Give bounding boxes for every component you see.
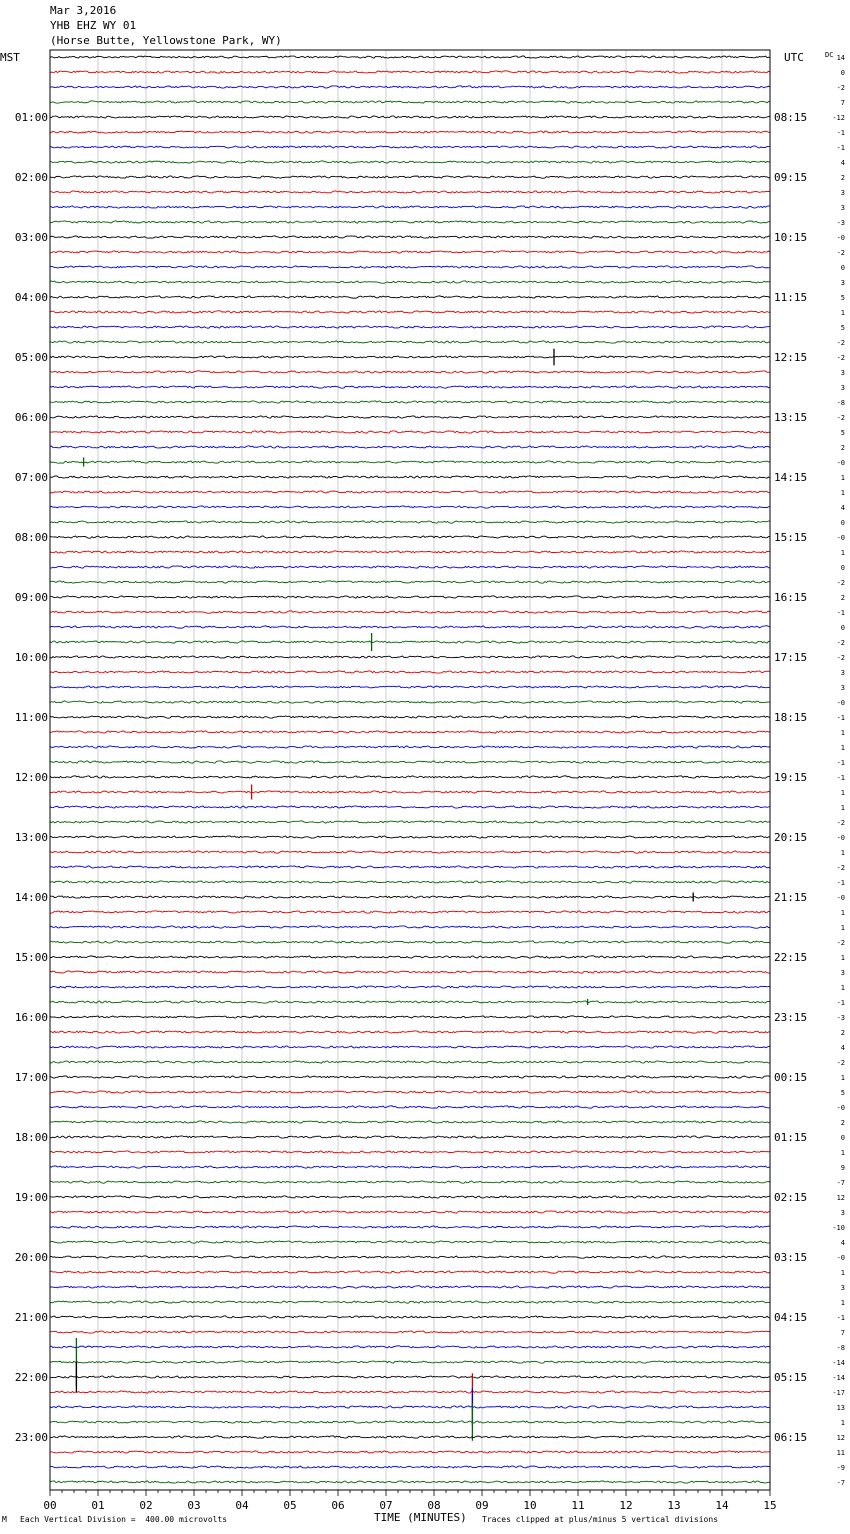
- right-axis-label: UTC: [784, 51, 804, 64]
- x-tick-label: 08: [427, 1499, 441, 1512]
- seismic-trace: [50, 1076, 770, 1078]
- dc-offset-label: 11: [836, 1449, 845, 1457]
- seismic-trace: [50, 1361, 770, 1363]
- dc-offset-label: 3: [840, 969, 845, 977]
- dc-offset-label: 12: [836, 1434, 845, 1442]
- seismic-trace: [50, 1451, 770, 1453]
- dc-offset-label: 5: [840, 294, 845, 302]
- mst-hour-label: 05:00: [14, 351, 48, 364]
- utc-hour-label: 09:15: [774, 171, 808, 184]
- seismic-trace: [50, 491, 770, 493]
- dc-offset-label: 3: [840, 204, 845, 212]
- seismic-trace: [50, 1481, 770, 1483]
- seismic-trace: [50, 1166, 770, 1168]
- dc-offset-label: 1: [840, 1149, 845, 1157]
- seismic-trace: [50, 911, 770, 913]
- plot-date: Mar 3,2016: [50, 4, 117, 17]
- seismic-trace: [50, 881, 770, 883]
- dc-offset-label: -0: [836, 534, 845, 542]
- seismic-trace: [50, 986, 770, 988]
- seismic-trace: [50, 626, 770, 628]
- utc-hour-label: 19:15: [774, 771, 808, 784]
- seismic-trace: [50, 971, 770, 973]
- dc-offset-label: -0: [836, 834, 845, 842]
- utc-hour-label: 21:15: [774, 891, 808, 904]
- utc-hour-label: 14:15: [774, 471, 808, 484]
- seismic-trace: [50, 761, 770, 763]
- utc-hour-label: 13:15: [774, 411, 808, 424]
- seismic-trace: [50, 1046, 770, 1048]
- seismic-trace: [50, 1376, 770, 1378]
- dc-offset-label: 4: [840, 159, 845, 167]
- dc-offset-label: 1: [840, 1299, 845, 1307]
- x-tick-label: 01: [91, 1499, 105, 1512]
- utc-hour-label: 03:15: [774, 1251, 808, 1264]
- dc-offset-label: -7: [836, 1179, 845, 1187]
- dc-offset-label: 1: [840, 474, 845, 482]
- dc-offset-label: 7: [840, 1329, 845, 1337]
- mst-hour-label: 08:00: [14, 531, 48, 544]
- dc-offset-label: 1: [840, 549, 845, 557]
- dc-offset-label: 0: [840, 564, 845, 572]
- utc-hour-label: 10:15: [774, 231, 808, 244]
- seismic-trace: [50, 656, 770, 658]
- seismic-trace: [50, 581, 770, 583]
- dc-offset-label: -1: [836, 714, 845, 722]
- seismic-trace: [50, 926, 770, 928]
- seismic-trace: [50, 611, 770, 613]
- seismic-trace: [50, 941, 770, 943]
- dc-offset-label: 1: [840, 1419, 845, 1427]
- dc-offset-label: -1: [836, 774, 845, 782]
- utc-hour-label: 16:15: [774, 591, 808, 604]
- mst-hour-label: 10:00: [14, 651, 48, 664]
- dc-offset-label: -0: [836, 459, 845, 467]
- dc-offset-label: -7: [836, 1479, 845, 1487]
- dc-offset-label: 4: [840, 504, 845, 512]
- mst-hour-label: 07:00: [14, 471, 48, 484]
- seismic-trace: [50, 1331, 770, 1333]
- dc-offset-label: 14: [836, 54, 845, 62]
- x-tick-label: 05: [283, 1499, 297, 1512]
- seismic-trace: [50, 161, 770, 163]
- seismic-trace: [50, 1436, 770, 1438]
- utc-hour-label: 02:15: [774, 1191, 808, 1204]
- x-tick-label: 15: [763, 1499, 777, 1512]
- seismic-trace: [50, 221, 770, 223]
- utc-hour-label: 17:15: [774, 651, 808, 664]
- utc-hour-label: 00:15: [774, 1071, 808, 1084]
- dc-offset-label: -0: [836, 894, 845, 902]
- mst-hour-label: 06:00: [14, 411, 48, 424]
- seismic-trace: [50, 866, 770, 868]
- seismic-trace: [50, 596, 770, 598]
- dc-offset-label: -17: [832, 1389, 845, 1397]
- seismic-trace: [50, 776, 770, 778]
- seismic-trace: [50, 641, 770, 643]
- dc-offset-label: -14: [832, 1359, 845, 1367]
- mst-hour-label: 12:00: [14, 771, 48, 784]
- dc-offset-label: -14: [832, 1374, 845, 1382]
- dc-offset-label: -2: [836, 939, 845, 947]
- dc-offset-label: -3: [836, 219, 845, 227]
- seismic-trace: [50, 401, 770, 403]
- dc-offset-label: -1: [836, 1314, 845, 1322]
- seismic-trace: [50, 251, 770, 253]
- dc-offset-label: 2: [840, 444, 845, 452]
- dc-offset-label: 0: [840, 69, 845, 77]
- left-axis-label: MST: [0, 51, 20, 64]
- dc-offset-label: 0: [840, 519, 845, 527]
- seismic-trace: [50, 431, 770, 433]
- seismic-trace: [50, 896, 770, 898]
- x-axis-title: TIME (MINUTES): [374, 1511, 467, 1524]
- seismic-trace: [50, 566, 770, 568]
- dc-offset-label: 1: [840, 1074, 845, 1082]
- scale-note: Each Vertical Division = 400.00 microvolts: [20, 1515, 228, 1524]
- seismic-trace: [50, 71, 770, 73]
- mst-hour-label: 23:00: [14, 1431, 48, 1444]
- seismic-trace: [50, 521, 770, 523]
- dc-offset-label: -0: [836, 1104, 845, 1112]
- mst-hour-label: 18:00: [14, 1131, 48, 1144]
- dc-offset-label: -12: [832, 114, 845, 122]
- seismic-trace: [50, 1226, 770, 1228]
- dc-offset-label: -2: [836, 249, 845, 257]
- dc-offset-label: 3: [840, 369, 845, 377]
- seismic-trace: [50, 206, 770, 208]
- seismic-trace: [50, 1091, 770, 1093]
- dc-offset-label: -1: [836, 609, 845, 617]
- mst-hour-label: 21:00: [14, 1311, 48, 1324]
- seismic-trace: [50, 956, 770, 958]
- dc-offset-label: 3: [840, 684, 845, 692]
- dc-offset-label: 2: [840, 174, 845, 182]
- x-tick-label: 09: [475, 1499, 489, 1512]
- dc-offset-label: 5: [840, 1089, 845, 1097]
- seismic-trace: [50, 806, 770, 808]
- dc-offset-label: -0: [836, 699, 845, 707]
- mst-hour-label: 09:00: [14, 591, 48, 604]
- seismic-trace: [50, 86, 770, 88]
- utc-hour-label: 05:15: [774, 1371, 808, 1384]
- dc-offset-label: 1: [840, 309, 845, 317]
- utc-hour-label: 18:15: [774, 711, 808, 724]
- seismic-trace: [50, 1466, 770, 1468]
- x-tick-label: 14: [715, 1499, 729, 1512]
- seismic-trace: [50, 506, 770, 508]
- dc-offset-label: 3: [840, 279, 845, 287]
- x-tick-label: 03: [187, 1499, 201, 1512]
- utc-hour-label: 06:15: [774, 1431, 808, 1444]
- seismic-trace: [50, 536, 770, 538]
- dc-offset-label: -2: [836, 1059, 845, 1067]
- mst-hour-label: 14:00: [14, 891, 48, 904]
- x-tick-label: 11: [571, 1499, 585, 1512]
- x-tick-label: 04: [235, 1499, 249, 1512]
- seismic-trace: [50, 1256, 770, 1258]
- dc-offset-label: -2: [836, 639, 845, 647]
- seismic-trace: [50, 1181, 770, 1183]
- seismic-trace: [50, 476, 770, 478]
- utc-hour-label: 22:15: [774, 951, 808, 964]
- seismic-trace: [50, 236, 770, 238]
- mst-hour-label: 13:00: [14, 831, 48, 844]
- dc-offset-label: 4: [840, 1239, 845, 1247]
- mst-hour-label: 02:00: [14, 171, 48, 184]
- seismic-trace: [50, 56, 770, 58]
- dc-offset-label: 5: [840, 324, 845, 332]
- seismic-trace: [50, 1121, 770, 1123]
- seismic-trace: [50, 701, 770, 703]
- seismic-trace: [50, 266, 770, 268]
- dc-offset-label: 1: [840, 789, 845, 797]
- seismic-trace: [50, 1136, 770, 1138]
- utc-hour-label: 11:15: [774, 291, 808, 304]
- seismic-trace: [50, 446, 770, 448]
- dc-offset-label: 9: [840, 1164, 845, 1172]
- dc-offset-label: 0: [840, 1134, 845, 1142]
- seismic-trace: [50, 146, 770, 148]
- seismic-trace: [50, 416, 770, 418]
- dc-offset-label: 1: [840, 744, 845, 752]
- seismic-trace: [50, 551, 770, 553]
- utc-hour-label: 04:15: [774, 1311, 808, 1324]
- mst-hour-label: 11:00: [14, 711, 48, 724]
- seismic-trace: [50, 116, 770, 118]
- x-tick-label: 07: [379, 1499, 393, 1512]
- dc-offset-label: 1: [840, 924, 845, 932]
- seismic-trace: [50, 281, 770, 283]
- seismic-trace: [50, 341, 770, 343]
- dc-offset-label: 7: [840, 99, 845, 107]
- seismic-trace: [50, 1391, 770, 1393]
- dc-offset-label: -2: [836, 579, 845, 587]
- seismic-trace: [50, 746, 770, 748]
- dc-offset-label: -8: [836, 1344, 845, 1352]
- seismic-trace: [50, 1151, 770, 1153]
- seismic-trace: [50, 461, 770, 463]
- dc-offset-label: -1: [836, 879, 845, 887]
- seismic-trace: [50, 686, 770, 688]
- dc-offset-label: -2: [836, 654, 845, 662]
- mst-hour-label: 20:00: [14, 1251, 48, 1264]
- mst-hour-label: 19:00: [14, 1191, 48, 1204]
- station-code: YHB EHZ WY 01: [50, 19, 137, 32]
- seismic-trace: [50, 1241, 770, 1243]
- seismic-trace: [50, 716, 770, 718]
- utc-hour-label: 08:15: [774, 111, 808, 124]
- seismic-trace: [50, 1316, 770, 1318]
- seismic-trace: [50, 1406, 770, 1408]
- seismic-trace: [50, 851, 770, 853]
- mst-hour-label: 17:00: [14, 1071, 48, 1084]
- seismic-trace: [50, 1061, 770, 1063]
- mst-hour-label: 04:00: [14, 291, 48, 304]
- dc-offset-label: 3: [840, 1284, 845, 1292]
- mst-hour-label: 16:00: [14, 1011, 48, 1024]
- dc-offset-label: -0: [836, 1254, 845, 1262]
- clip-note: Traces clipped at plus/minus 5 vertical divisions: [482, 1515, 719, 1524]
- seismic-trace: [50, 191, 770, 193]
- seismic-trace: [50, 1421, 770, 1423]
- seismic-trace: [50, 326, 770, 328]
- seismic-trace: [50, 1001, 770, 1003]
- dc-offset-label: 1: [840, 954, 845, 962]
- x-tick-label: 06: [331, 1499, 345, 1512]
- x-tick-label: 12: [619, 1499, 633, 1512]
- seismic-trace: [50, 1271, 770, 1273]
- dc-offset-label: 3: [840, 1209, 845, 1217]
- dc-offset-label: -1: [836, 129, 845, 137]
- dc-offset-label: -8: [836, 399, 845, 407]
- mst-hour-label: 01:00: [14, 111, 48, 124]
- dc-offset-label: 1: [840, 849, 845, 857]
- seismic-trace: [50, 1286, 770, 1288]
- dc-offset-label: -0: [836, 234, 845, 242]
- mst-hour-label: 15:00: [14, 951, 48, 964]
- dc-label: DC: [825, 51, 834, 59]
- dc-offset-label: -1: [836, 144, 845, 152]
- dc-offset-label: -2: [836, 819, 845, 827]
- dc-offset-label: -9: [836, 1464, 845, 1472]
- dc-offset-label: 1: [840, 909, 845, 917]
- seismic-trace: [50, 1196, 770, 1198]
- seismic-trace: [50, 386, 770, 388]
- dc-offset-label: 0: [840, 264, 845, 272]
- dc-offset-label: 4: [840, 1044, 845, 1052]
- dc-offset-label: 0: [840, 624, 845, 632]
- axis-labels: [0, 51, 845, 1512]
- seismic-trace: [50, 296, 770, 298]
- seismic-trace: [50, 371, 770, 373]
- dc-offset-label: -3: [836, 1014, 845, 1022]
- seismic-trace: [50, 1346, 770, 1348]
- seismic-trace: [50, 1016, 770, 1018]
- mst-hour-label: 22:00: [14, 1371, 48, 1384]
- utc-hour-label: 01:15: [774, 1131, 808, 1144]
- dc-offset-label: -2: [836, 339, 845, 347]
- x-tick-label: 00: [43, 1499, 57, 1512]
- utc-hour-label: 15:15: [774, 531, 808, 544]
- mst-hour-label: 03:00: [14, 231, 48, 244]
- seismic-trace: [50, 311, 770, 313]
- seismic-trace: [50, 356, 770, 358]
- corner-mark: M: [2, 1515, 7, 1524]
- dc-offset-label: 5: [840, 429, 845, 437]
- seismic-trace: [50, 791, 770, 793]
- seismic-trace: [50, 1301, 770, 1303]
- dc-offset-label: 2: [840, 1029, 845, 1037]
- dc-offset-label: -1: [836, 759, 845, 767]
- seismic-trace: [50, 1106, 770, 1108]
- seismic-trace: [50, 731, 770, 733]
- dc-offset-label: 3: [840, 189, 845, 197]
- utc-hour-label: 23:15: [774, 1011, 808, 1024]
- trace-group: [50, 56, 770, 1483]
- dc-offset-label: -2: [836, 864, 845, 872]
- station-location: (Horse Butte, Yellowstone Park, WY): [50, 34, 282, 47]
- x-tick-label: 13: [667, 1499, 681, 1512]
- dc-offset-label: 2: [840, 594, 845, 602]
- dc-offset-label: -1: [836, 999, 845, 1007]
- dc-offset-label: 1: [840, 729, 845, 737]
- dc-offset-label: -2: [836, 354, 845, 362]
- dc-offset-label: -2: [836, 84, 845, 92]
- dc-offset-label: -2: [836, 414, 845, 422]
- seismic-trace: [50, 671, 770, 673]
- dc-offset-label: 12: [836, 1194, 845, 1202]
- dc-offset-label: 1: [840, 984, 845, 992]
- seismic-trace: [50, 1211, 770, 1213]
- seismic-trace: [50, 101, 770, 103]
- dc-offset-label: 1: [840, 489, 845, 497]
- utc-hour-label: 20:15: [774, 831, 808, 844]
- x-tick-label: 02: [139, 1499, 153, 1512]
- seismic-trace: [50, 836, 770, 838]
- dc-offset-label: 1: [840, 1269, 845, 1277]
- dc-offset-label: 1: [840, 804, 845, 812]
- dc-offset-label: 3: [840, 669, 845, 677]
- utc-hour-label: 12:15: [774, 351, 808, 364]
- dc-offset-label: 2: [840, 1119, 845, 1127]
- dc-offset-label: -10: [832, 1224, 845, 1232]
- seismic-trace: [50, 131, 770, 133]
- seismic-trace: [50, 821, 770, 823]
- seismic-trace: [50, 1031, 770, 1033]
- x-tick-label: 10: [523, 1499, 537, 1512]
- seismic-trace: [50, 176, 770, 178]
- dc-offset-label: 3: [840, 384, 845, 392]
- dc-offset-label: 13: [836, 1404, 845, 1412]
